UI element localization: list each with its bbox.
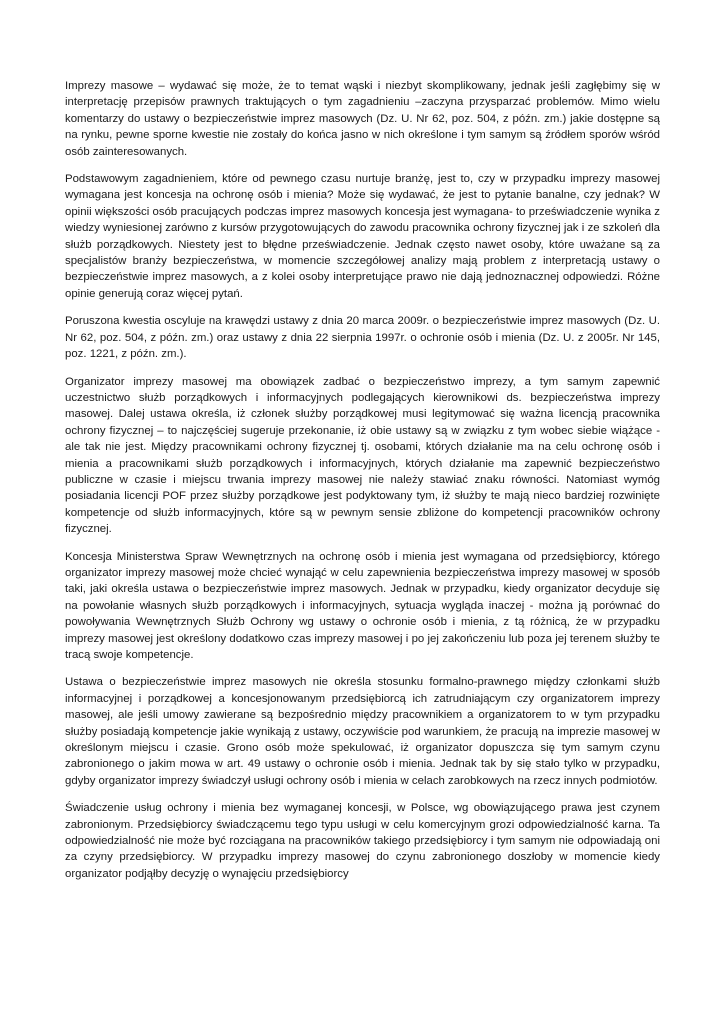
document-page — [65, 78, 660, 893]
paragraph-organizer-duties: Organizator imprezy masowej ma obowiązek zadbać o bezpieczeństwo imprezy, a tym samym zapewnić uczestnictwo służb porządkowych i informacyjnych podlegających kierownikowi ds. bezpieczeństwa imprezy masowej. Dalej ustawa określa, iż członek służby porządkowej musi legitymować się ważna licencją pracownika ochrony fizycznej – to najczęściej sugeruje przekonanie, iż obie ustawy są w związku z tym wobec siebie wiążące - ale tak nie jest. Między pracownikami ochrony fizycznej tj. osobami, których działanie ma na celu ochronę osób i mienia a pracownikami służb porządkowych i informacyjnych, których działanie ma zapewnić bezpieczeństwo publiczne w czasie i miejscu trwania imprezy masowej nie należy stawiać znaku równości. Natomiast wymóg posiadania licencji POF przez służby porządkowe jest podyktowany tym, iż służby te mają nieco bardziej rozwinięte kompetencje od służb informacyjnych, które są w pewnym sensie zbliżone do kompetencji pracowników ochrony fizycznej. — [65, 375, 660, 536]
paragraph-licence-question: Podstawowym zagadnieniem, które od pewnego czasu nurtuje branżę, jest to, czy w przypadku imprezy masowej wymagana jest koncesja na ochronę osób i mienia? Może się wydawać, że jest to pytanie banalne, czy jednak? W opinii większości osób pracujących podczas imprez masowych koncesja jest wymagana- to przeświadczenie wynika z wiedzy wyniesionej zarówno z kursów przygotowujących do zawodu pracownika ochrony fizycznej jak i ze szkoleń dla służb porządkowych. Niestety jest to błędne przeświadczenie. Jednak często nawet osoby, które uważane są za specjalistów branży bezpieczeństwa, w momencie szczegółowej analizy mają problem z interpretacją ustawy o bezpieczeństwie imprez masowych, a z kolei osoby interpretujące prawo nie dają jednoznacznej odpowiedzi. Różne opinie generują coraz więcej pytań. — [65, 173, 660, 300]
paragraph-unlicensed-services: Świadczenie usług ochrony i mienia bez wymaganej koncesji, w Polsce, wg obowiązującego prawa jest czynem zabronionym. Przedsiębiorcy świadczącemu tego typu usługi w celu komercyjnym grozi odpowiedzialność karna. Ta odpowiedzialność nie może być rozciągana na pracowników takiego przedsiębiorcy i tym samym nie odpowiadają oni za czyny przedsiębiorcy. W przypadku imprezy masowej do czynu zabronionego doszłoby w momencie kiedy organizator podjąłby decyzję o wynajęciu przedsiębiorcy — [65, 802, 660, 880]
paragraph-ministry-licence: Koncesja Ministerstwa Spraw Wewnętrznych na ochronę osób i mienia jest wymagana od przedsiębiorcy, którego organizator imprezy masowej może chcieć wynająć w celu zapewnienia bezpieczeństwa imprezy masowej w sposób taki, jaki określa ustawa o bezpieczeństwie imprez masowych. Jednak w przypadku, kiedy organizator decyduje się na powołanie własnych służb porządkowych i informacyjnych, sytuacja wygląda inaczej - można ją porównać do powoływania Wewnętrznych Służb Ochrony wg ustawy o ochronie osób i mienia, z tą różnicą, że w przypadku imprezy masowej jest określony dodatkowo czas imprezy masowej i po jej zakończeniu lub poza jej terenem służby te tracą swoje kompetencje. — [65, 550, 660, 661]
paragraph-legal-acts: Poruszona kwestia oscyluje na krawędzi ustawy z dnia 20 marca 2009r. o bezpieczeństwie imprez masowych (Dz. U. Nr 62, poz. 504, z późn. zm.) oraz ustawy z dnia 22 sierpnia 1997r. o ochronie osób i mienia (Dz. U. z 2005r. Nr 145, poz. 1221, z późn. zm.). — [65, 315, 660, 361]
paragraph-legal-relationship: Ustawa o bezpieczeństwie imprez masowych nie określa stosunku formalno-prawnego między członkami służb informacyjnej i porządkowej a koncesjonowanym przedsiębiorcą ich zatrudniającym czy organizatorem imprezy masowej, ale jeśli umowy zawierane są bezpośrednio między pracownikiem a organizatorem to w tym przypadku służby posiadają kompetencje jakie wynikają z ustawy, oczywiście pod warunkiem, że pracują na imprezie masowej w określonym miejscu i czasie. Grono osób może spekulować, iż organizator dopuszcza się tym samym czynu zabronionego o jakim mowa w art. 49 ustawy o ochronie osób i mienia. Jednak tak by się stało tylko w przypadku, gdyby organizator imprezy świadczył usługi ochrony osób i mienia w celach zarobkowych na rzecz innych podmiotów. — [65, 676, 660, 787]
paragraph-intro: Imprezy masowe – wydawać się może, że to temat wąski i niezbyt skomplikowany, jednak jeśli zagłębimy się w interpretację przepisów prawnych traktujących o tym zagadnieniu –zaczyna przysparzać problemów. Mimo wielu komentarzy do ustawy o bezpieczeństwie imprez masowych (Dz. U. Nr 62, poz. 504, z późn. zm.) jakie dostępne są na rynku, pewne sporne kwestie nie zostały do końca jasno w nich określone i tym samym są źródłem sporów wśród osób zainteresowanych. — [65, 80, 660, 158]
